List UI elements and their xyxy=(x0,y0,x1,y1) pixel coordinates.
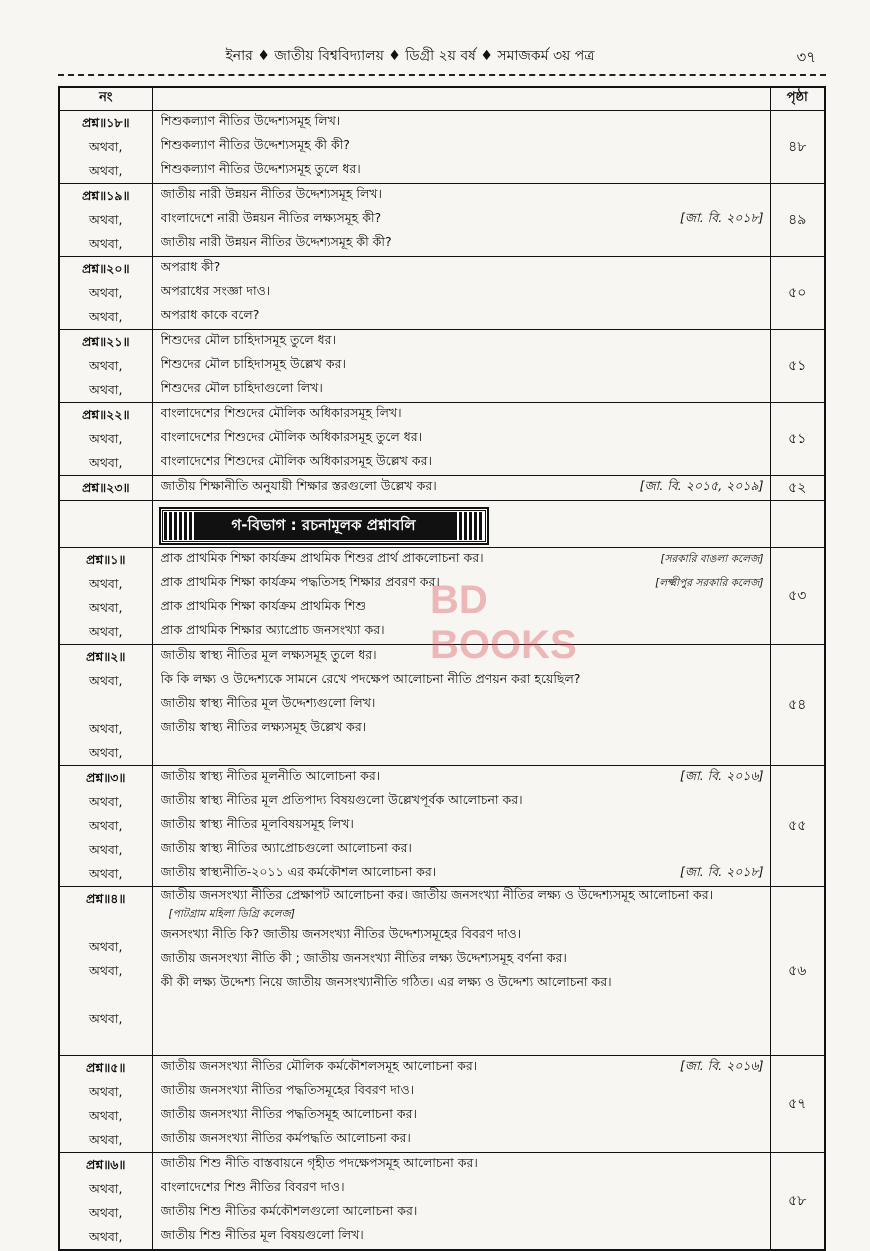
question-text: জাতীয় স্বাস্থ্য নীতির লক্ষ্যসমূহ উল্লেখ কর। xyxy=(160,719,367,734)
question-line xyxy=(153,790,770,814)
page-reference: ৪৮ xyxy=(770,111,825,184)
alternative-label: অথবা, xyxy=(89,1132,123,1147)
question-line xyxy=(153,330,770,354)
question-text: জাতীয় জনসংখ্যা নীতির মৌলিক কর্মকৌশলসমূহ আলোচনা কর। xyxy=(160,1058,478,1073)
exam-reference: [পাটগ্রাম মহিলা ডিগ্রি কলেজ] xyxy=(168,908,295,920)
question-line xyxy=(153,403,770,427)
question-text-cell xyxy=(152,257,770,330)
question-line xyxy=(153,451,770,475)
question-text: জাতীয় শিশু নীতি বাস্তবায়নে গৃহীত পদক্ষেপসমূহ আলোচনা কর। xyxy=(160,1155,478,1170)
question-line xyxy=(153,972,770,996)
alternative-label: অথবা, xyxy=(89,1205,123,1220)
section-banner xyxy=(161,509,487,543)
alternative-label: অথবা, xyxy=(89,600,123,615)
question-line xyxy=(153,596,770,620)
question-line xyxy=(153,645,770,669)
question-line xyxy=(153,208,770,232)
exam-reference: [জা. বি. ২০১৮] xyxy=(680,864,764,879)
question-text: জাতীয় স্বাস্থ্য নীতির মূল লক্ষ্যসমূহ তুলে ধর। xyxy=(160,647,377,662)
question-line xyxy=(153,378,770,402)
question-line xyxy=(153,838,770,862)
alternative-label: অথবা, xyxy=(89,939,123,954)
question-text: জাতীয় স্বাস্থ্যনীতি-২০১১ এর কর্মকৌশল আলোচনা কর। xyxy=(160,864,437,879)
question-text: জাতীয় স্বাস্থ্য নীতির মূল উদ্দেশ্যগুলো লিখ। xyxy=(160,695,376,710)
alternative-label: অথবা, xyxy=(89,358,123,373)
question-number-cell xyxy=(59,766,152,887)
alternative-label: অথবা, xyxy=(89,1011,123,1026)
question-group-row xyxy=(59,766,825,887)
question-text: বাংলাদেশের শিশুদের মৌলিক অধিকারসমূহ লিখ। xyxy=(160,405,402,420)
banner-pattern-left xyxy=(164,512,194,540)
question-line xyxy=(153,766,770,790)
alternative-label: অথবা, xyxy=(89,1084,123,1099)
alternative-label: অথবা, xyxy=(89,455,123,470)
question-text: অপরাধ কাকে বলে? xyxy=(160,307,260,322)
question-text: অপরাধ কী? xyxy=(160,259,221,274)
question-number: প্রশ্ন॥২১॥ xyxy=(81,334,130,349)
question-line xyxy=(153,354,770,378)
question-text: শিশুদের মৌল চাহিদাসমূহ উল্লেখ কর। xyxy=(160,356,346,371)
alternative-label: অথবা, xyxy=(89,866,123,881)
question-line xyxy=(153,669,770,693)
alternative-label: অথবা, xyxy=(89,576,123,591)
exam-reference: [জা. বি. ২০১৬] xyxy=(680,1058,764,1073)
exam-reference: [সরকারি বাঙলা কলেজ] xyxy=(660,552,764,565)
alternative-label: অথবা, xyxy=(89,1229,123,1244)
question-text: জাতীয় জনসংখ্যা নীতি কী ; জাতীয় জনসংখ্যা নীতির লক্ষ্য উদ্দেশ্যসমূহ বর্ণনা কর। xyxy=(160,950,567,965)
alternative-label: অথবা, xyxy=(89,818,123,833)
question-line xyxy=(153,924,770,948)
banner-pattern-right xyxy=(454,512,484,540)
question-line xyxy=(153,281,770,305)
page-reference: ৫৩ xyxy=(770,548,825,645)
question-text: বাংলাদেশের শিশু নীতির বিবরণ দাও। xyxy=(160,1179,345,1194)
page-reference: ৫২ xyxy=(770,476,825,501)
column-header-number: নং xyxy=(59,87,152,111)
question-text-cell xyxy=(152,645,770,766)
alternative-label: অথবা, xyxy=(89,236,123,251)
alternative-label: অথবা, xyxy=(89,382,123,397)
question-text: জাতীয় স্বাস্থ্য নীতির মূল প্রতিপাদ্য বিষয়গুলো উল্লেখপূর্বক আলোচনা কর। xyxy=(160,792,523,807)
page-reference: ৫১ xyxy=(770,330,825,403)
question-group-row xyxy=(59,645,825,766)
question-text: জাতীয় নারী উন্নয়ন নীতির উদ্দেশ্যসমূহ লিখ। xyxy=(160,186,382,201)
question-number-cell xyxy=(59,548,152,645)
column-header-question xyxy=(152,87,770,111)
question-line xyxy=(153,862,770,886)
page-reference: ৫৮ xyxy=(770,1153,825,1251)
header-divider xyxy=(58,74,826,76)
page-reference: ৫৫ xyxy=(770,766,825,887)
question-group-row xyxy=(59,1153,825,1251)
question-line xyxy=(153,693,770,717)
page-number: ৩৭ xyxy=(796,48,816,66)
question-line xyxy=(153,717,770,741)
question-text: শিশুদের মৌল চাহিদাগুলো লিখ। xyxy=(160,380,323,395)
exam-reference: [জা. বি. ২০১৮] xyxy=(680,210,764,225)
question-text-cell xyxy=(152,111,770,184)
alternative-label: অথবা, xyxy=(89,963,123,978)
question-number: প্রশ্ন॥৪॥ xyxy=(86,891,126,906)
question-text: জাতীয় স্বাস্থ্য নীতির মূলনীতি আলোচনা কর। xyxy=(160,768,381,783)
question-index-table xyxy=(58,86,826,1251)
question-text: জাতীয় স্বাস্থ্য নীতির মূলবিষয়সমূহ লিখ। xyxy=(160,816,354,831)
question-text-cell xyxy=(152,766,770,887)
question-text: জাতীয় শিক্ষানীতি অনুযায়ী শিক্ষার স্তরগুলো উল্লেখ কর। xyxy=(160,478,437,493)
question-group-row xyxy=(59,887,825,1056)
table-header-row xyxy=(59,87,825,111)
question-line xyxy=(153,1080,770,1104)
alternative-label: অথবা, xyxy=(89,624,123,639)
question-line xyxy=(153,159,770,183)
question-number: প্রশ্ন॥২৩॥ xyxy=(81,480,130,495)
question-group-row xyxy=(59,111,825,184)
question-line xyxy=(153,184,770,208)
alternative-label: অথবা, xyxy=(89,721,123,736)
header-title: ইনার ♦ জাতীয় বিশ্ববিদ্যালয় ♦ ডিগ্রী ২য় বর্ষ ♦ সমাজকর্ম ৩য় পত্র xyxy=(225,48,595,64)
question-text: জাতীয় জনসংখ্যা নীতির কর্মপদ্ধতি আলোচনা কর। xyxy=(160,1130,411,1145)
question-text: প্রাক প্রাথমিক শিক্ষা কার্যক্রম প্রাথমিক শিশু xyxy=(160,598,367,613)
question-number-cell xyxy=(59,887,152,1056)
question-text: জাতীয় জনসংখ্যা নীতির পদ্ধতিসমূহের বিবরণ দাও। xyxy=(160,1082,415,1097)
question-group-row xyxy=(59,476,825,501)
page-reference: ৫৬ xyxy=(770,887,825,1056)
section-page-cell xyxy=(770,501,825,548)
question-line xyxy=(153,572,770,596)
question-number: প্রশ্ন॥২০॥ xyxy=(81,261,130,276)
alternative-label: অথবা, xyxy=(89,163,123,178)
alternative-label: অথবা, xyxy=(89,1108,123,1123)
question-number: প্রশ্ন॥৬॥ xyxy=(86,1157,126,1172)
question-number-cell xyxy=(59,1153,152,1251)
question-group-row xyxy=(59,330,825,403)
exam-reference: [লক্ষ্মীপুর সরকারি কলেজ] xyxy=(655,576,764,589)
question-line xyxy=(153,305,770,329)
question-text: কী কী লক্ষ্য উদ্দেশ্য নিয়ে জাতীয় জনসংখ্যানীতি গঠিত। এর লক্ষ্য ও উদ্দেশ্য আলোচনা কর। xyxy=(160,974,612,989)
question-number: প্রশ্ন॥১৯॥ xyxy=(81,188,130,203)
question-number-cell xyxy=(59,1056,152,1153)
question-text: জাতীয় নারী উন্নয়ন নীতির উদ্দেশ্যসমূহ কী কী? xyxy=(160,234,392,249)
question-number-cell xyxy=(59,403,152,476)
question-text: জাতীয় জনসংখ্যা নীতির প্রেক্ষাপট আলোচনা কর। জাতীয় জনসংখ্যা নীতির লক্ষ্য ও উদ্দেশ্যসমূহ আলোচনা কর। xyxy=(160,887,714,902)
question-text: বাংলাদেশে নারী উন্নয়ন নীতির লক্ষ্যসমূহ কী? xyxy=(160,210,382,225)
question-group-row xyxy=(59,1056,825,1153)
running-header xyxy=(60,30,820,76)
question-line xyxy=(153,135,770,159)
question-line xyxy=(153,620,770,644)
section-number-cell xyxy=(59,501,152,548)
watermark-logo: BD BOOKS xyxy=(430,578,577,667)
question-number-cell xyxy=(59,645,152,766)
question-line xyxy=(153,1128,770,1152)
question-text: জাতীয় শিশু নীতির কর্মকৌশলগুলো আলোচনা কর। xyxy=(160,1203,418,1218)
section-cell xyxy=(152,501,770,548)
question-line xyxy=(153,232,770,256)
section-title: গ-বিভাগ : রচনামূলক প্রশ্নাবলি xyxy=(231,515,416,534)
alternative-label: অথবা, xyxy=(89,673,123,688)
alternative-label: অথবা, xyxy=(89,794,123,809)
question-text: শিশুকল্যাণ নীতির উদ্দেশ্যসমূহ তুলে ধর। xyxy=(160,161,361,176)
question-text: বাংলাদেশের শিশুদের মৌলিক অধিকারসমূহ উল্লেখ কর। xyxy=(160,453,432,468)
question-text: শিশুকল্যাণ নীতির উদ্দেশ্যসমূহ লিখ। xyxy=(160,113,341,128)
column-header-page: পৃষ্ঠা xyxy=(770,87,825,111)
question-line xyxy=(153,1177,770,1201)
question-number: প্রশ্ন॥২২॥ xyxy=(81,407,130,422)
question-number: প্রশ্ন॥২॥ xyxy=(86,649,126,664)
question-line xyxy=(153,948,770,972)
question-text: অপরাধের সংজ্ঞা দাও। xyxy=(160,283,271,298)
question-text: শিশুকল্যাণ নীতির উদ্দেশ্যসমূহ কী কী? xyxy=(160,137,350,152)
alternative-label: অথবা, xyxy=(89,842,123,857)
question-line xyxy=(153,1225,770,1249)
question-text: জাতীয় জনসংখ্যা নীতির পদ্ধতিসমূহ আলোচনা কর। xyxy=(160,1106,417,1121)
question-text-cell xyxy=(152,887,770,1056)
page-reference: ৫৪ xyxy=(770,645,825,766)
question-line xyxy=(153,257,770,281)
question-number-cell xyxy=(59,184,152,257)
question-line xyxy=(153,1056,770,1080)
question-group-row xyxy=(59,548,825,645)
alternative-label: অথবা, xyxy=(89,309,123,324)
page-reference: ৪৯ xyxy=(770,184,825,257)
question-text: প্রাক প্রাথমিক শিক্ষা কার্যক্রম প্রাথমিক শিশুর প্রার্থ প্রাকলোচনা কর। xyxy=(160,550,484,565)
alternative-label: অথবা, xyxy=(89,285,123,300)
section-row xyxy=(59,501,825,548)
question-number-cell xyxy=(59,257,152,330)
question-group-row xyxy=(59,257,825,330)
alternative-label: অথবা, xyxy=(89,431,123,446)
question-group-row xyxy=(59,403,825,476)
question-text: প্রাক প্রাথমিক শিক্ষার অ্যাপ্রোচ জনসংখ্যা কর। xyxy=(160,622,385,637)
alternative-label: অথবা, xyxy=(89,212,123,227)
exam-reference: [জা. বি. ২০১৬] xyxy=(680,768,764,783)
question-line xyxy=(153,1153,770,1177)
question-line xyxy=(153,111,770,135)
question-line xyxy=(153,427,770,451)
exam-reference: [জা. বি. ২০১৫, ২০১৯] xyxy=(639,478,764,493)
question-line xyxy=(153,1104,770,1128)
page-reference: ৫১ xyxy=(770,403,825,476)
question-number: প্রশ্ন॥৫॥ xyxy=(86,1060,126,1075)
question-number: প্রশ্ন॥১॥ xyxy=(86,552,126,567)
question-text-cell xyxy=(152,330,770,403)
question-text: শিশুদের মৌল চাহিদাসমূহ তুলে ধর। xyxy=(160,332,337,347)
page-reference: ৫৭ xyxy=(770,1056,825,1153)
question-number-cell xyxy=(59,476,152,501)
question-line xyxy=(153,548,770,572)
question-text: প্রাক প্রাথমিক শিক্ষা কার্যক্রম পদ্ধতিসহ শিক্ষার প্রবরণ কর। xyxy=(160,574,440,589)
question-group-row xyxy=(59,184,825,257)
question-number-cell xyxy=(59,111,152,184)
page-reference: ৫০ xyxy=(770,257,825,330)
question-text: জনসংখ্যা নীতি কি? জাতীয় জনসংখ্যা নীতির উদ্দেশ্যসমূহের বিবরণ দাও। xyxy=(160,926,522,941)
question-text: জাতীয় স্বাস্থ্য নীতির অ্যাপ্রোচগুলো আলোচনা কর। xyxy=(160,840,412,855)
question-line xyxy=(153,476,770,500)
question-text: কি কি লক্ষ্য ও উদ্দেশ্যকে সামনে রেখে পদক্ষেপ আলোচনা নীতি প্রণয়ন করা হয়েছিল? xyxy=(160,671,581,686)
question-text: বাংলাদেশের শিশুদের মৌলিক অধিকারসমূহ তুলে ধর। xyxy=(160,429,423,444)
question-line xyxy=(153,887,770,924)
alternative-label: অথবা, xyxy=(89,745,123,760)
question-line xyxy=(153,814,770,838)
alternative-label: অথবা, xyxy=(89,139,123,154)
question-text-cell xyxy=(152,184,770,257)
question-text-cell xyxy=(152,403,770,476)
question-text-cell xyxy=(152,1153,770,1251)
alternative-label: অথবা, xyxy=(89,1181,123,1196)
question-text-cell xyxy=(152,476,770,501)
question-number: প্রশ্ন॥৩॥ xyxy=(86,770,126,785)
question-text: জাতীয় শিশু নীতির মূল বিষয়গুলো লিখ। xyxy=(160,1227,364,1242)
question-text-cell xyxy=(152,1056,770,1153)
question-number: প্রশ্ন॥১৮॥ xyxy=(81,115,130,130)
question-line xyxy=(153,1201,770,1225)
question-number-cell xyxy=(59,330,152,403)
